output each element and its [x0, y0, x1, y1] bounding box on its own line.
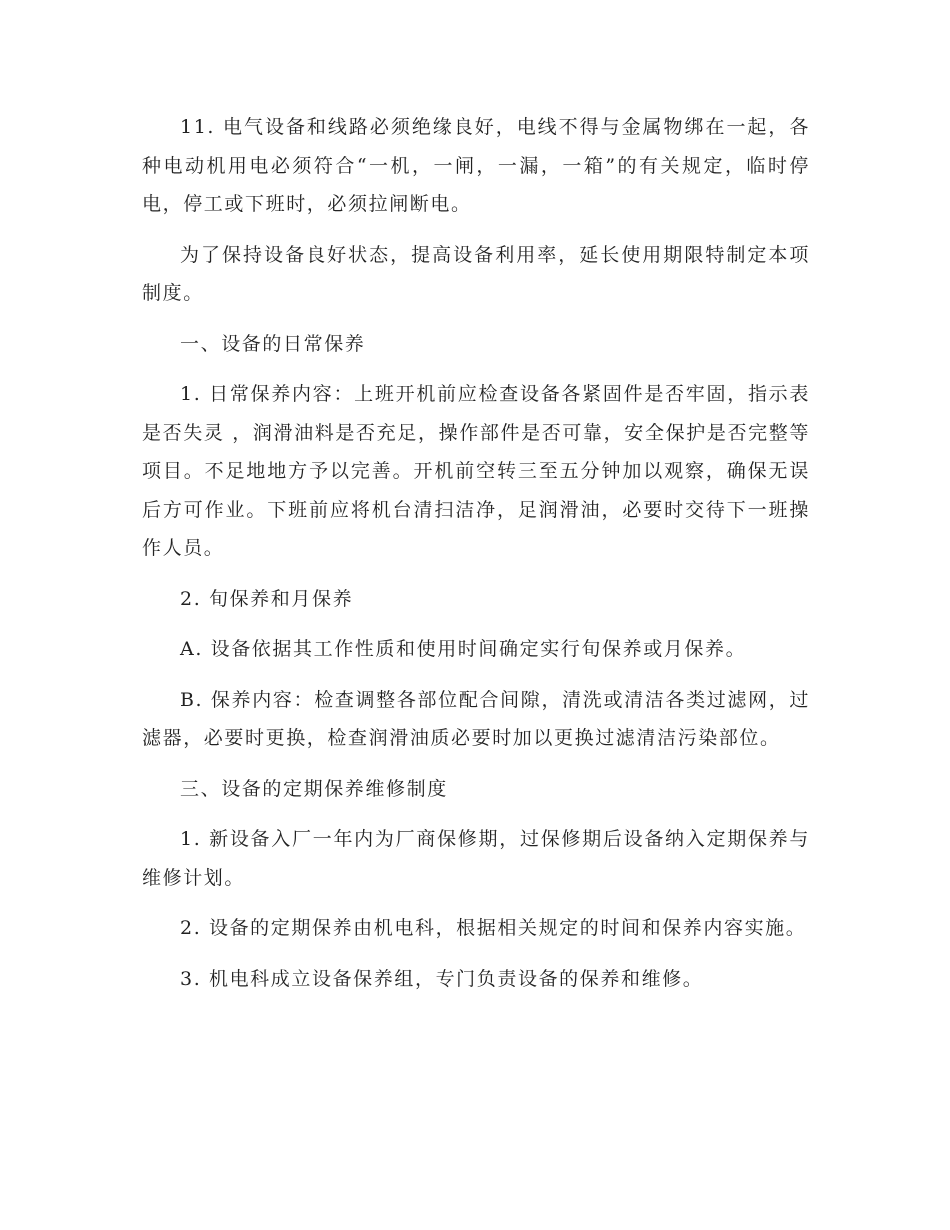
paragraph-scheduled-2: 2. 设备的定期保养由机电科，根据相关规定的时间和保养内容实施。 — [180, 917, 807, 939]
paragraph-maintenance-b: B. 保养内容：检查调整各部位配合间隙，清洗或清洁各类过滤网，过滤器，必要时更换，检查润滑油质必要时加以更换过滤清洁污染部位。 — [142, 688, 810, 749]
paragraph-purpose: 为了保持设备良好状态，提高设备利用率，延长使用期限特制定本项制度。 — [142, 243, 810, 304]
paragraph-scheduled-3: 3. 机电科成立设备保养组，专门负责设备的保养和维修。 — [180, 967, 704, 990]
paragraph-maintenance-a: A. 设备依据其工作性质和使用时间确定实行旬保养或月保养。 — [180, 638, 747, 660]
paragraph-scheduled-1: 1. 新设备入厂一年内为厂商保修期，过保修期后设备纳入定期保养与维修计划。 — [142, 828, 810, 889]
subheading-periodic-maintenance: 2. 旬保养和月保养 — [180, 587, 354, 610]
section-heading-scheduled-maintenance: 三、设备的定期保养维修制度 — [180, 777, 448, 800]
section-heading-daily-maintenance: 一、设备的日常保养 — [180, 332, 366, 355]
paragraph-electrical-safety: 11. 电气设备和线路必须绝缘良好，电线不得与金属物绑在一起，各种电动机用电必须符合“一机，一闸，一漏，一箱”的有关规定，临时停电，停工或下班时，必须拉闸断电。 — [142, 116, 810, 215]
document-body — [142, 108, 810, 998]
paragraph-daily-maintenance-content: 1. 日常保养内容：上班开机前应检查设备各紧固件是否牢固，指示表是否失灵 ，润滑油料是否充足，操作部件是否可靠，安全保护是否完整等项目。不足地地方予以完善。开机前空转三至五分钟加以观察，确保无误后方可作业。下班前应将机台清扫洁净，足润滑油，必要时交待下一班操作人员。 — [142, 383, 810, 559]
